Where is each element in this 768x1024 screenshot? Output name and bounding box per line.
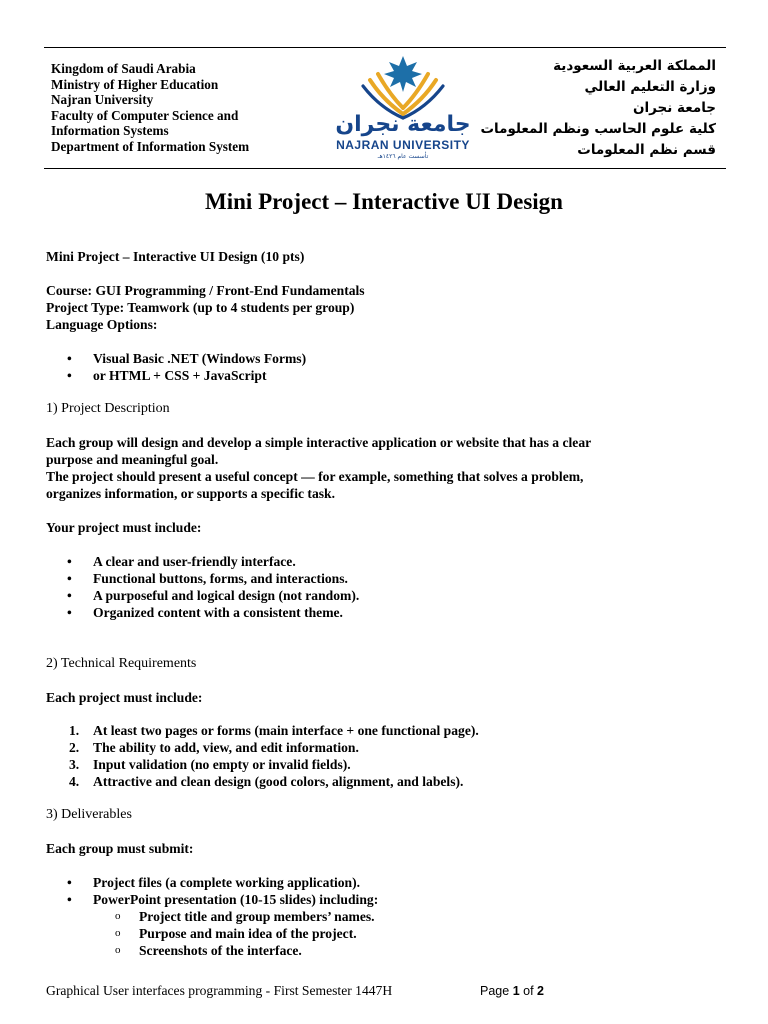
- university-logo: [328, 50, 478, 164]
- sub-list-item-text: Screenshots of the interface.: [139, 943, 302, 958]
- list-item: [67, 891, 379, 908]
- list-item: [67, 553, 296, 570]
- bullet-icon: •: [67, 351, 72, 366]
- list-item-text: Project files (a complete working application).: [93, 875, 361, 890]
- list-number: 2.: [69, 740, 80, 755]
- subtitle: Mini Project – Interactive UI Design (10 pts): [46, 249, 305, 264]
- list-number: 1.: [69, 723, 80, 738]
- footer-course-label: Graphical User interfaces programming - First Semester 1447H: [46, 983, 393, 998]
- page-title: Mini Project – Interactive UI Design: [205, 189, 563, 214]
- list-number: 4.: [69, 774, 80, 789]
- logo-tagline: تأسست عام ١٤٢٦هـ: [377, 153, 429, 160]
- hollow-bullet-icon: o: [115, 910, 121, 922]
- header-bottom-rule: [44, 168, 726, 169]
- footer-page-current: 1: [512, 984, 520, 998]
- logo-english-name: NAJRAN UNIVERSITY: [336, 138, 470, 152]
- footer-page-number: [480, 984, 544, 998]
- header-arabic-block: [480, 56, 716, 161]
- sub-list-item: [115, 942, 302, 959]
- list-item-text: or HTML + CSS + JavaScript: [93, 368, 267, 383]
- header-arabic-line: المملكة العربية السعودية: [553, 58, 716, 74]
- list-item: [67, 604, 343, 621]
- header-arabic-line: كلية علوم الحاسب ونظم المعلومات: [480, 121, 716, 137]
- list-item-text: Functional buttons, forms, and interactions.: [93, 571, 348, 586]
- list-item: [69, 773, 464, 790]
- list-item-text: A purposeful and logical design (not random).: [93, 588, 360, 603]
- header-english-line: Ministry of Higher Education: [51, 76, 219, 92]
- bullet-icon: •: [67, 875, 72, 890]
- list-item-text: Visual Basic .NET (Windows Forms): [93, 351, 307, 366]
- header-english-line: Faculty of Computer Science and: [51, 107, 239, 123]
- sub-list-item: [115, 908, 375, 925]
- list-item-text: Organized content with a consistent theme.: [93, 605, 343, 620]
- sub-list-item: [115, 925, 357, 942]
- bullet-icon: •: [67, 368, 72, 383]
- header-english-line: Najran University: [51, 92, 154, 107]
- list-item: [67, 587, 360, 604]
- palm-emblem-icon: [328, 50, 478, 120]
- list-item-text: Attractive and clean design (good colors, alignment, and labels).: [93, 774, 464, 789]
- list-item-text: A clear and user-friendly interface.: [93, 554, 296, 569]
- paragraph-line: Each group will design and develop a simple interactive application or website that has a clear: [46, 435, 592, 450]
- bullet-icon: •: [67, 554, 72, 569]
- must-include-label: Your project must include:: [46, 520, 202, 535]
- bullet-icon: •: [67, 571, 72, 586]
- list-number: 3.: [69, 757, 80, 772]
- course-line: Course: GUI Programming / Front-End Fundamentals: [46, 283, 365, 298]
- bullet-icon: •: [67, 892, 72, 907]
- list-item-text: Input validation (no empty or invalid fields).: [93, 757, 351, 772]
- list-item: [69, 722, 479, 739]
- list-item: [69, 739, 359, 756]
- list-item: [67, 874, 361, 891]
- paragraph-line: organizes information, or supports a specific task.: [46, 486, 335, 501]
- list-item-text: At least two pages or forms (main interface + one functional page).: [93, 723, 479, 738]
- header-english-line: Kingdom of Saudi Arabia: [51, 61, 196, 76]
- header-arabic-line: قسم نظم المعلومات: [577, 142, 716, 158]
- header-top-rule: [44, 47, 726, 48]
- section-intro: Each group must submit:: [46, 841, 194, 856]
- paragraph-line: purpose and meaningful goal.: [46, 452, 219, 467]
- bullet-icon: •: [67, 605, 72, 620]
- paragraph-line: The project should present a useful concept — for example, something that solves a problem,: [46, 469, 584, 484]
- section-intro: Each project must include:: [46, 690, 203, 705]
- list-item: [67, 367, 267, 384]
- header-english-line: Department of Information System: [51, 138, 250, 154]
- list-item: [67, 350, 307, 367]
- project-type-line: Project Type: Teamwork (up to 4 students per group): [46, 300, 355, 315]
- sub-list-item-text: Project title and group members’ names.: [139, 909, 375, 924]
- header-arabic-line: جامعة نجران: [632, 100, 716, 116]
- footer-page-total: 2: [537, 984, 544, 998]
- language-options-label: Language Options:: [46, 317, 158, 332]
- footer-page-word: Page: [480, 984, 510, 998]
- hollow-bullet-icon: o: [115, 944, 121, 956]
- list-item: [67, 570, 348, 587]
- section-heading-1: 1) Project Description: [46, 401, 170, 416]
- sub-list-item-text: Purpose and main idea of the project.: [139, 926, 357, 941]
- header-english-block: [51, 61, 249, 154]
- hollow-bullet-icon: o: [115, 927, 121, 939]
- logo-arabic-name: جامعة نجران: [335, 112, 471, 137]
- header-arabic-line: وزارة التعليم العالي: [584, 79, 716, 95]
- footer-page-of: of: [523, 984, 534, 998]
- section-heading-2: 2) Technical Requirements: [46, 656, 197, 671]
- header-english-line: Information Systems: [51, 123, 169, 138]
- list-item: [69, 756, 351, 773]
- section-heading-3: 3) Deliverables: [46, 807, 132, 822]
- list-item-text: PowerPoint presentation (10-15 slides) including:: [93, 892, 379, 907]
- bullet-icon: •: [67, 588, 72, 603]
- list-item-text: The ability to add, view, and edit information.: [93, 740, 359, 755]
